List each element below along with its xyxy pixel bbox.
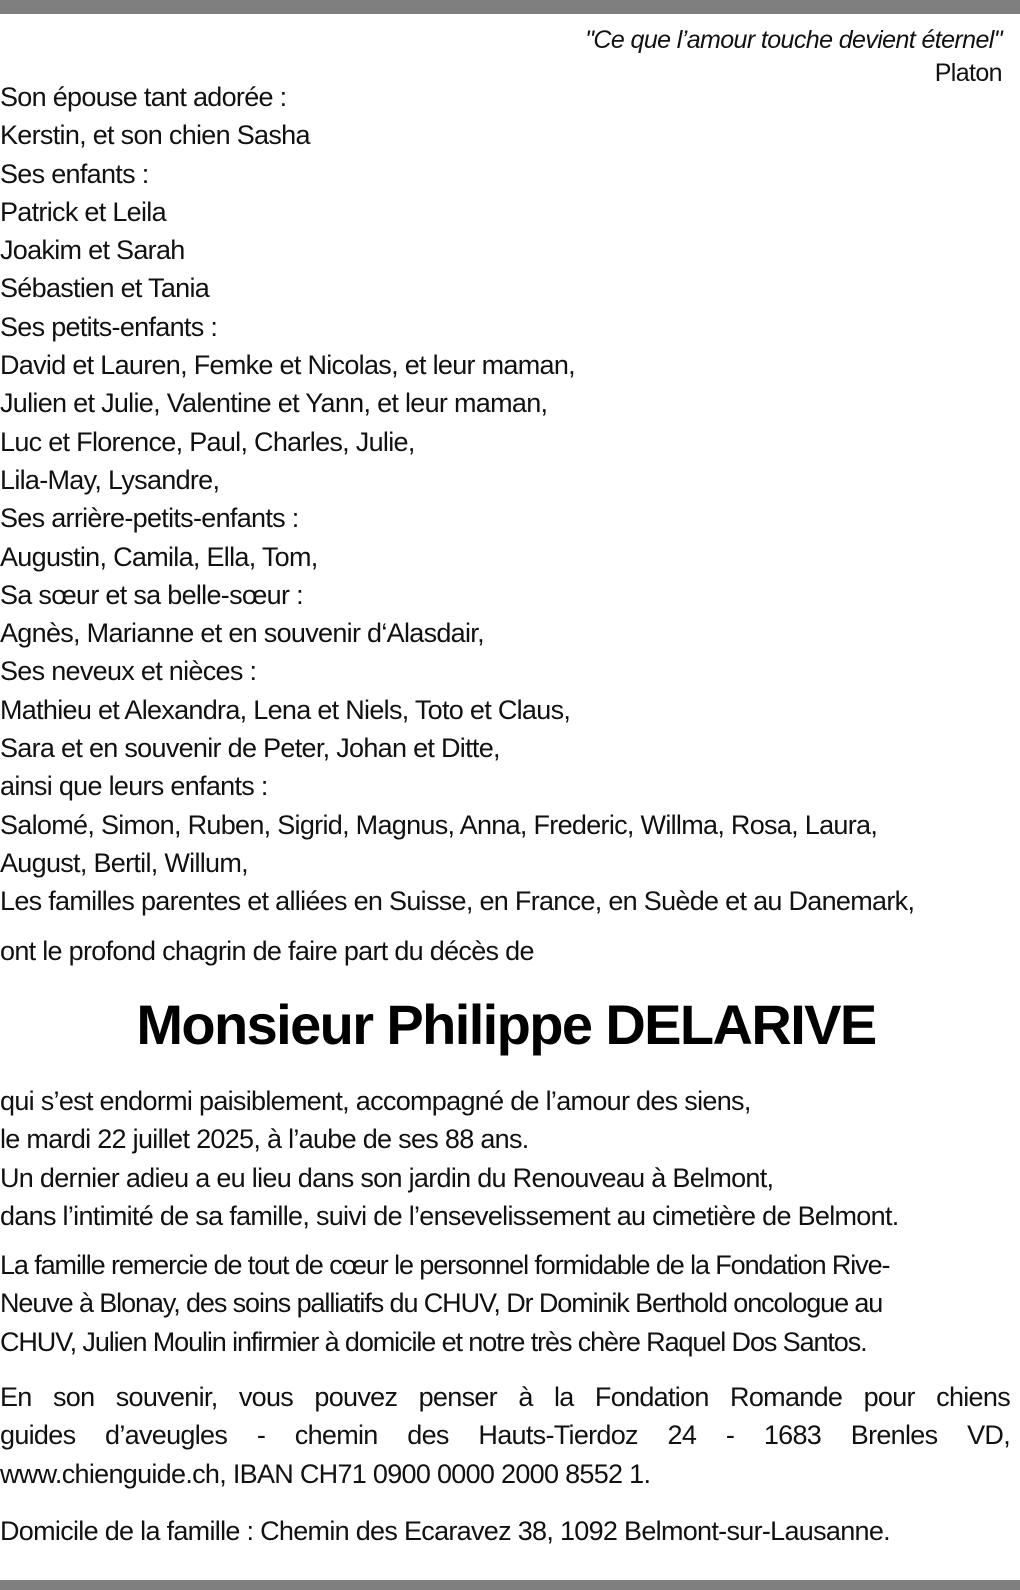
family-line: Augustin, Camila, Ella, Tom, xyxy=(0,541,318,572)
family-line: Joakim et Sarah xyxy=(0,235,185,266)
family-list xyxy=(0,78,1012,921)
family-line: Julien et Julie, Valentine et Yann, et leur maman, xyxy=(0,388,548,419)
memory-line: www.chienguide.ch, IBAN CH71 0900 0000 2000 8552 1. xyxy=(0,1458,651,1489)
family-line: Patrick et Leila xyxy=(0,196,166,227)
family-line: August, Bertil, Willum, xyxy=(0,847,248,878)
family-line: Lila-May, Lysandre, xyxy=(0,464,220,495)
family-line: Agnès, Marianne et en souvenir d‘Alasdair, xyxy=(0,618,484,649)
bottom-border-rule xyxy=(0,1580,1020,1590)
family-line: Sa sœur et sa belle-sœur : xyxy=(0,579,303,610)
passing-line: qui s’est endormi paisiblement, accompagné de l’amour des siens, xyxy=(0,1086,751,1116)
family-line: Salomé, Simon, Ruben, Sigrid, Magnus, Anna, Frederic, Willma, Rosa, Laura, xyxy=(0,809,878,840)
family-line: Ses petits-enfants : xyxy=(0,311,218,342)
passing-line: dans l’intimité de sa famille, suivi de l’ensevelissement au cimetière de Belmont. xyxy=(0,1200,899,1231)
memory-paragraph xyxy=(0,1378,1010,1493)
family-line: David et Lauren, Femke et Nicolas, et leur maman, xyxy=(0,350,575,381)
domicile-line: Domicile de la famille : Chemin des Ecaravez 38, 1092 Belmont-sur-Lausanne. xyxy=(0,1516,890,1546)
thanks-line: La famille remercie de tout de cœur le personnel formidable de la Fondation Rive- xyxy=(0,1250,890,1280)
family-line: Ses neveux et nièces : xyxy=(0,656,257,687)
deceased-name: Monsieur Philippe DELARIVE xyxy=(136,993,876,1056)
memory-line: En son souvenir, vous pouvez penser à la Fondation Romande pour chiens xyxy=(0,1382,1010,1412)
announcement-text: ont le profond chagrin de faire part du décès de xyxy=(0,936,534,966)
family-line: Sara et en souvenir de Peter, Johan et Ditte, xyxy=(0,733,500,764)
family-line: Ses arrière-petits-enfants : xyxy=(0,503,299,534)
epigraph-author: Platon xyxy=(934,59,1002,87)
memory-line: guides d’aveugles - chemin des Hauts-Tierdoz 24 - 1683 Brenles VD, xyxy=(0,1420,1010,1451)
family-line: Ses enfants : xyxy=(0,158,149,189)
thanks-line: CHUV, Julien Moulin infirmier à domicile et notre très chère Raquel Dos Santos. xyxy=(0,1326,867,1357)
thanks-line: Neuve à Blonay, des soins palliatifs du CHUV, Dr Dominik Berthold oncologue au xyxy=(0,1288,883,1319)
epigraph-quote: "Ce que l’amour touche devient éternel" xyxy=(585,26,1002,54)
family-line: Mathieu et Alexandra, Lena et Niels, Toto et Claus, xyxy=(0,694,571,725)
family-line: Luc et Florence, Paul, Charles, Julie, xyxy=(0,426,415,457)
family-line: Les familles parentes et alliées en Suisse, en France, en Suède et au Danemark, xyxy=(0,886,915,917)
family-line: Son épouse tant adorée : xyxy=(0,82,287,112)
thanks-paragraph xyxy=(0,1246,1010,1361)
passing-paragraph xyxy=(0,1082,1010,1235)
passing-line: Un dernier adieu a eu lieu dans son jardin du Renouveau à Belmont, xyxy=(0,1162,774,1193)
family-line: Sébastien et Tania xyxy=(0,273,210,304)
family-line: Kerstin, et son chien Sasha xyxy=(0,120,310,151)
family-line: ainsi que leurs enfants : xyxy=(0,771,268,802)
passing-line: le mardi 22 juillet 2025, à l’aube de ses 88 ans. xyxy=(0,1124,529,1155)
top-border-rule xyxy=(0,0,1020,14)
